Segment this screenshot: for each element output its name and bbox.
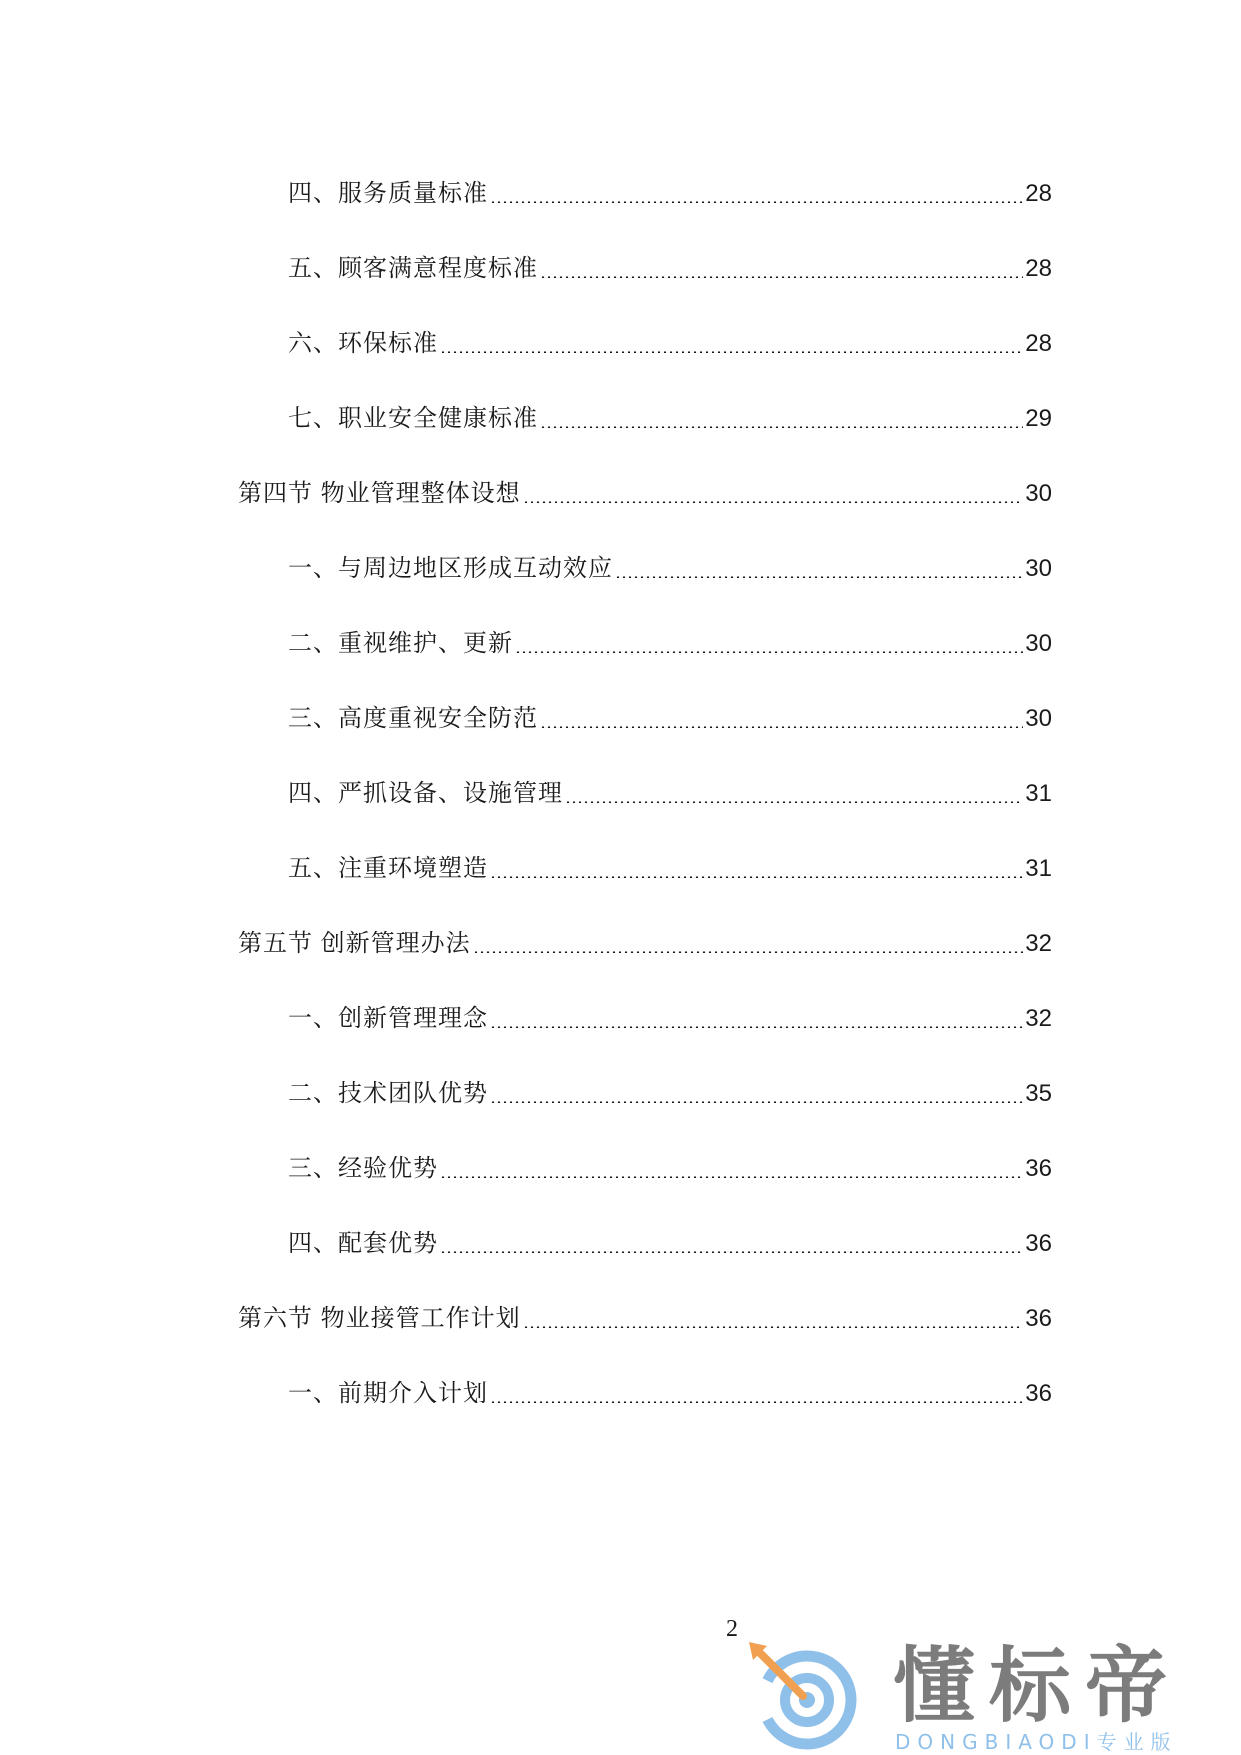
toc-entry-page: 36 [1025, 1155, 1052, 1182]
toc-entry[interactable] [288, 1224, 1052, 1264]
toc-leader-dots [540, 726, 1023, 728]
toc-entry[interactable] [288, 849, 1052, 889]
toc-entry-page: 30 [1025, 705, 1052, 732]
toc-leader-dots [440, 1251, 1023, 1253]
toc-entry-title: 第五节 创新管理办法 [238, 930, 471, 957]
toc-leader-dots [490, 201, 1023, 203]
toc-entry-title: 五、注重环境塑造 [288, 855, 488, 882]
toc-leader-dots [490, 876, 1023, 878]
toc-entry-page: 31 [1025, 855, 1052, 882]
toc-entry-title: 三、高度重视安全防范 [288, 705, 538, 732]
toc-entry-page: 36 [1025, 1230, 1052, 1257]
toc-leader-dots [540, 426, 1023, 428]
toc-entry[interactable] [288, 174, 1052, 214]
toc-entry[interactable] [288, 549, 1052, 589]
toc-entry-page: 32 [1025, 1005, 1052, 1032]
toc-entry-title: 四、严抓设备、设施管理 [288, 780, 563, 807]
toc-entry-page: 35 [1025, 1080, 1052, 1107]
toc-entry-page: 28 [1025, 330, 1052, 357]
toc-entry[interactable] [288, 1149, 1052, 1189]
toc-leader-dots [615, 576, 1023, 578]
toc-entry[interactable] [288, 249, 1052, 289]
toc-entry-title: 六、环保标准 [288, 330, 438, 357]
toc-entry-page: 32 [1025, 930, 1052, 957]
toc-entry-title: 七、职业安全健康标准 [288, 405, 538, 432]
toc-leader-dots [440, 1176, 1023, 1178]
toc-entry[interactable] [288, 324, 1052, 364]
toc-leader-dots [540, 276, 1023, 278]
toc-entry[interactable] [288, 1074, 1052, 1114]
toc-entry-title: 一、创新管理理念 [288, 1005, 488, 1032]
toc-entry-page: 30 [1025, 480, 1052, 507]
toc-leader-dots [490, 1401, 1023, 1403]
toc-leader-dots [440, 351, 1023, 353]
toc-section-entry[interactable] [238, 474, 1052, 514]
toc-entry-title: 三、经验优势 [288, 1155, 438, 1182]
toc-entry-page: 28 [1025, 255, 1052, 282]
toc-entry-title: 第六节 物业接管工作计划 [238, 1305, 521, 1332]
toc-entry-title: 二、重视维护、更新 [288, 630, 513, 657]
toc-entry-page: 30 [1025, 630, 1052, 657]
toc-entry-page: 30 [1025, 555, 1052, 582]
toc-leader-dots [490, 1026, 1023, 1028]
toc-entry-page: 36 [1025, 1380, 1052, 1407]
toc-entry-page: 31 [1025, 780, 1052, 807]
toc-entry-title: 四、服务质量标准 [288, 180, 488, 207]
watermark-brand-name: 懂标帝 [893, 1639, 1182, 1734]
watermark-subtitle: DONGBIAODI专业版 [895, 1730, 1178, 1754]
toc-entry[interactable] [288, 1374, 1052, 1414]
toc-entry[interactable] [288, 399, 1052, 439]
toc-entry-page: 29 [1025, 405, 1052, 432]
toc-leader-dots [490, 1101, 1023, 1103]
toc-entry[interactable] [288, 774, 1052, 814]
toc-entry-title: 四、配套优势 [288, 1230, 438, 1257]
toc-entry-title: 第四节 物业管理整体设想 [238, 480, 521, 507]
toc-leader-dots [523, 501, 1024, 503]
toc-leader-dots [473, 951, 1024, 953]
toc-entry[interactable] [288, 999, 1052, 1039]
target-logo-icon [745, 1640, 865, 1752]
brand-watermark [745, 1640, 1235, 1752]
page-number: 2 [726, 1616, 738, 1642]
toc-leader-dots [565, 801, 1023, 803]
toc-leader-dots [515, 651, 1023, 653]
toc-entry-title: 一、前期介入计划 [288, 1380, 488, 1407]
toc-section-entry[interactable] [238, 1299, 1052, 1339]
toc-entry[interactable] [288, 624, 1052, 664]
toc-section-entry[interactable] [238, 924, 1052, 964]
toc-entry-title: 二、技术团队优势 [288, 1080, 488, 1107]
toc-entry-title: 一、与周边地区形成互动效应 [288, 555, 613, 582]
toc-leader-dots [523, 1326, 1024, 1328]
toc-entry-page: 36 [1025, 1305, 1052, 1332]
toc-entry-page: 28 [1025, 180, 1052, 207]
toc-entry-title: 五、顾客满意程度标准 [288, 255, 538, 282]
toc-entry[interactable] [288, 699, 1052, 739]
